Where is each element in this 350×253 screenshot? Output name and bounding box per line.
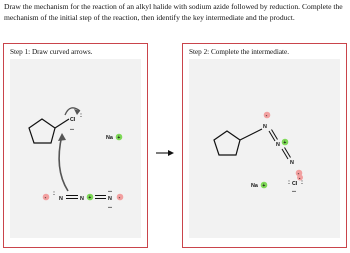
step2-molecule [189,59,340,238]
step1-ccl-bond [55,119,69,128]
step1-molecule [10,59,141,238]
step2-azide-n1: N [263,124,267,130]
step1-azide-n1-charge: - [44,195,47,201]
step2-panel [182,43,347,248]
reaction-arrow-icon [155,148,175,158]
step1-sodium-charge: + [117,135,121,141]
attack-arrow-icon[interactable] [59,135,68,191]
step1-azide-n3-charge: - [118,195,121,201]
step2-azide-n2: N [276,142,280,148]
step1-chlorine-atom[interactable]: Cl [70,117,76,123]
step2-sodium-atom[interactable]: Na [251,183,258,189]
step2-sodium-charge: + [262,183,266,189]
step1-azide-n1-lonepair: : [53,191,55,197]
step2-title: Step 2: Complete the intermediate. [189,48,290,56]
step1-panel [3,43,148,248]
step2-cn-bond [240,129,262,140]
problem-prompt: Draw the mechanism for the reaction of an alkyl halide with sodium azide followed by reduction. Complete the mechanism of the initial step of the reaction, then identify the key intermediate and the product. [4,2,343,22]
step2-cyclopentane-ring [214,131,240,155]
step1-cl-lonepair-bottom: ‥ [70,126,75,132]
step2-azide-n2-charge: + [283,140,287,146]
step1-sodium-atom[interactable]: Na [106,135,113,141]
step2-cl-lonepair-bottom: ‥ [292,188,297,194]
step1-azide-n3-lonepair-top: ‥ [108,188,113,194]
step2-drawing-canvas[interactable] [189,59,340,238]
step2-cl-lonepair-left: : [288,180,290,186]
step2-azide-n3-charge: - [297,171,300,177]
step1-title: Step 1: Draw curved arrows. [10,48,93,56]
step1-azide-n3: N [108,196,112,202]
step1-drawing-canvas[interactable] [10,59,141,238]
step1-azide-n2: N [80,196,84,202]
step2-cl-lonepair-right: : [301,180,303,186]
step2-azide-n3: N [290,160,294,166]
step1-cyclopentane-ring [29,119,55,143]
step2-chloride-charge: - [298,175,301,182]
step1-azide-n1: N [59,196,63,202]
step2-chloride-atom: Cl [292,181,298,187]
step1-azide-n2-charge: + [88,195,92,201]
attack-arrow-head [58,133,66,141]
step2-azide-n1-charge: - [265,113,268,119]
step1-cl-lonepair: : [80,113,82,119]
step1-azide-n3-lonepair-bottom: ‥ [108,204,113,210]
